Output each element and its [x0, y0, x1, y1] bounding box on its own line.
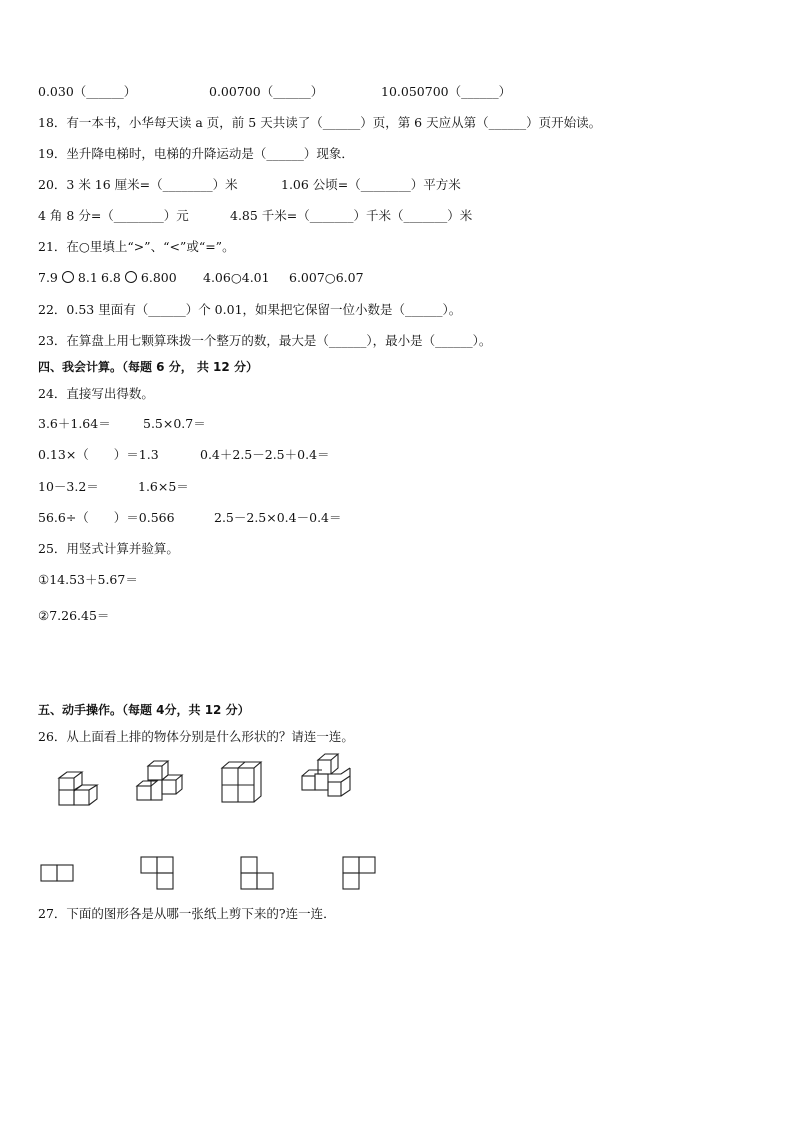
q20-part-c: 4 角 8 分=（________）元: [38, 208, 189, 223]
top-view-shape-4: [342, 856, 378, 892]
calc-row-3: 10－3.2＝ 1.6×5＝: [38, 479, 189, 494]
question-25: 25．用竖式计算并验算。: [38, 541, 179, 556]
top-view-shape-3: [240, 856, 276, 892]
question-27: 27．下面的图形各是从哪一张纸上剪下来的?连一连．: [38, 906, 336, 921]
cube-figure-2: [134, 760, 190, 810]
section-5-title: 五、动手操作。（每题 4分，共 12 分）: [38, 703, 250, 717]
compare-item: 6.007○6.07: [289, 270, 364, 285]
cube-figure-3: [219, 760, 269, 806]
q20-part-d: 4.85 千米=（_______）千米（_______）米: [230, 208, 473, 223]
top-view-shape-2: [140, 856, 176, 892]
question-25-item-2: ②7.26.45＝: [38, 608, 110, 623]
top-view-shape-1: [40, 864, 76, 884]
calc-row-4: 56.6÷（ ）＝0.566 2.5－2.5×0.4－0.4＝: [38, 510, 342, 525]
question-20-row2: [38, 208, 472, 224]
cube-figure-1: [54, 770, 106, 808]
q20-part-b: 1.06 公顷=（________）平方米: [281, 177, 461, 192]
compare-item: 4.06○4.01: [203, 270, 270, 285]
question-26: 26．从上面看上排的物体分别是什么形状的？请连一连。: [38, 729, 354, 744]
cube-figure-4: [298, 752, 354, 808]
q20-part-a: 20．3 米 16 厘米=（________）米: [38, 177, 238, 192]
blank-item: 10.050700（______）: [381, 84, 512, 99]
question-18: 18．有一本书，小华每天读 a 页，前 5 天共读了（______）页，第 6 天应从第（______）页开始读。: [38, 115, 602, 130]
calc-row-2: 0.13×（ ）＝1.3 0.4＋2.5－2.5＋0.4＝: [38, 447, 330, 462]
question-21: 21．在○里填上“>”、“<”或“=”。: [38, 239, 235, 254]
question-25-item-1: ①14.53＋5.67＝: [38, 572, 138, 587]
blank-item: 0.00700（______）: [209, 84, 324, 99]
question-23: 23．在算盘上用七颗算珠拨一个整万的数，最大是（______），最小是（______）。: [38, 333, 492, 348]
circled-number: ①: [38, 572, 50, 587]
compare-circle[interactable]: [62, 271, 74, 283]
answer-line-top: [38, 84, 511, 100]
compare-circle[interactable]: [125, 271, 137, 283]
blank-item: 0.030（______）: [38, 84, 137, 99]
question-22: 22．0.53 里面有（______）个 0.01，如果把它保留一位小数是（______）。: [38, 302, 462, 317]
calc-row-1: 3.6＋1.64＝ 5.5×0.7＝: [38, 416, 206, 431]
question-20: [38, 177, 461, 193]
question-21-items: 7.9 8.1 6.8 6.800 4.06○4.01 6.007○6.07: [38, 270, 364, 285]
circled-number: ②: [38, 608, 50, 623]
section-4-title: 四、我会计算。（每题 6 分， 共 12 分）: [38, 360, 258, 374]
question-24: 24．直接写出得数。: [38, 386, 154, 401]
question-19: 19．坐升降电梯时，电梯的升降运动是（______）现象．: [38, 146, 354, 161]
